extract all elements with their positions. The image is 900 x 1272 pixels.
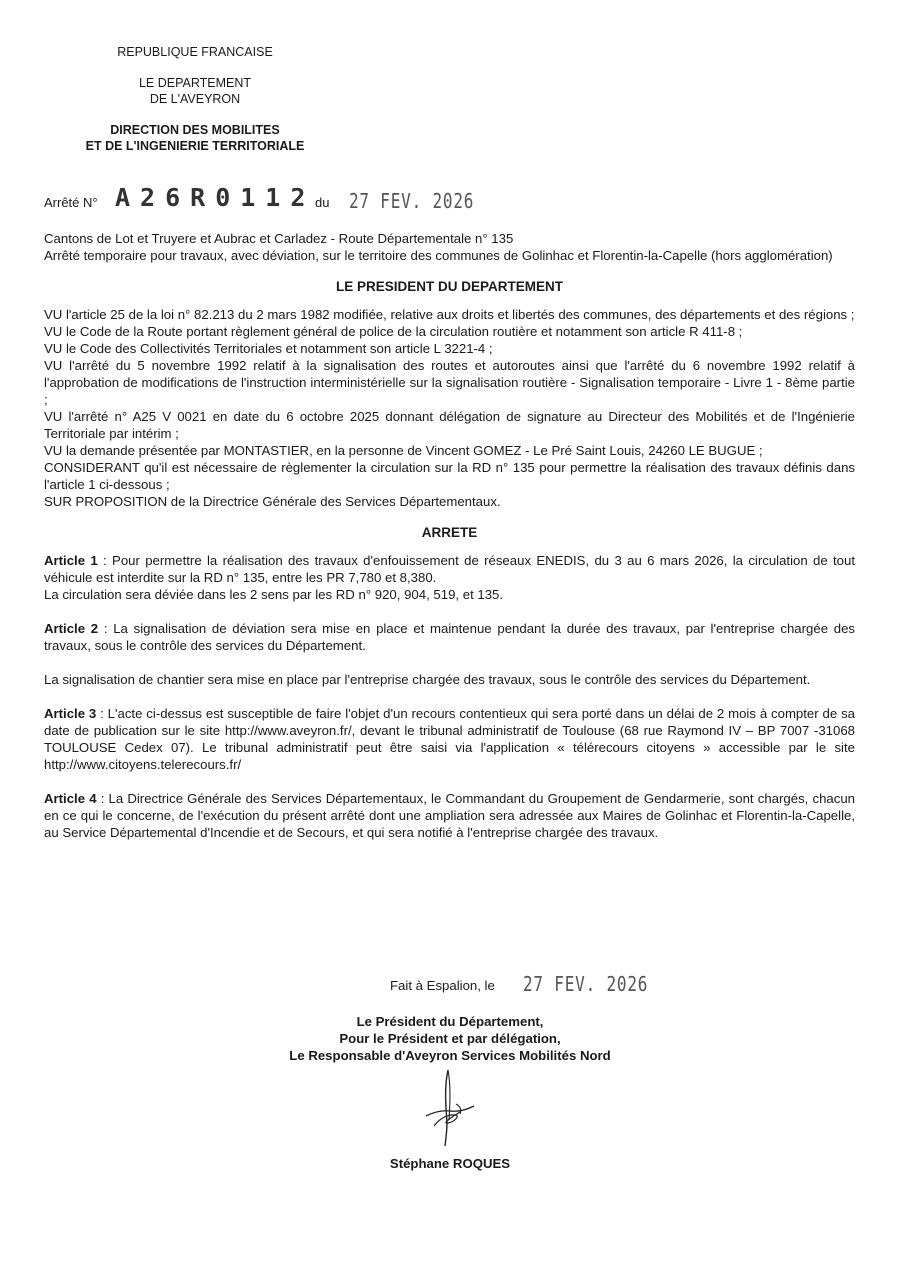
article-2-label: Article 2 <box>44 621 99 636</box>
signer-name: Stéphane ROQUES <box>389 1156 511 1171</box>
consideration-item: CONSIDERANT qu'il est nécessaire de règlementer la circulation sur la RD n° 135 pour permettre la réalisation des travaux définis dans l'article 1 ci-dessous ; <box>44 460 855 492</box>
article-4-text: : La Directrice Générale des Services Départementaux, le Commandant du Groupement de Gendarmerie, sont chargés, chacun en ce qui le concerne, de l'exécution du présent arrêté dont une ampliation sera adressée aux Maires de Golinhac et Florentin-la-Capelle, au Service Départemental d'Incendie et de Secours, et qui sera notifié à l'entreprise chargée des travaux. <box>44 791 856 840</box>
department-header <box>80 75 310 107</box>
article-1-detour: La circulation sera déviée dans les 2 sens par les RD n° 920, 904, 519, et 135. <box>44 587 504 602</box>
arrete-title: ARRETE <box>421 525 478 540</box>
article-4-label: Article 4 <box>44 791 97 806</box>
fait-a-line <box>390 972 690 998</box>
article-1-text: : Pour permettre la réalisation des travaux d'enfouissement de réseaux ENEDIS, du 3 au 6 mars 2026, la circulation de tout véhicule est interdite sur la RD n° 135, entre les PR 7,780 et 8,380. <box>44 553 856 585</box>
direction-line-2: ET DE L'INGENIERIE TERRITORIALE <box>85 139 305 153</box>
subject-line-2: Arrêté temporaire pour travaux, avec déviation, sur le territoire des communes de Golinhac et Florentin-la-Capelle (hors agglomération) <box>44 248 833 263</box>
subject-line-1: Cantons de Lot et Truyere et Aubrac et Carladez - Route Départementale n° 135 <box>44 231 514 246</box>
arrete-number-line <box>44 183 544 217</box>
consideration-item: VU le Code des Collectivités Territoriales et notamment son article L 3221-4 ; <box>44 341 493 356</box>
signature-date-stamp: 27 FEV. 2026 <box>523 972 649 996</box>
consideration-item: VU l'article 25 de la loi n° 82.213 du 2 mars 1982 modifiée, relative aux droits et libertés des communes, des départements et des régions ; <box>44 307 855 322</box>
consideration-item: VU l'arrêté du 5 novembre 1992 relatif à la signalisation des routes et autoroutes ainsi que l'arrêté du 6 novembre 1992 relatif à l'approbation de modifications de l'instruction interministérielle sur la signalisation routière - Signalisation temporaire - Livre 1 - 8ème partie ; <box>44 358 855 407</box>
article-4 <box>44 790 855 841</box>
handwritten-signature <box>420 1068 480 1148</box>
arrete-label: Arrêté N° <box>44 195 98 210</box>
signatory-block <box>240 1013 660 1064</box>
article-2-worksite: La signalisation de chantier sera mise en place par l'entreprise chargée des travaux, sous le contrôle des services du Département. <box>44 672 811 687</box>
article-1 <box>44 552 855 586</box>
article-3-text: : L'acte ci-dessus est susceptible de faire l'objet d'un recours contentieux qui sera porté dans un délai de 2 mois à compter de sa date de publication sur le site http://www.aveyron.fr/, devant le tribunal administratif de Toulouse (68 rue Raymond IV – BP 7007 -31068 TOULOUSE Cedex 07). Le tribunal administratif peut être saisi via l'application « télérecours citoyens » accessible par le site http://www.citoyens.telerecours.fr/ <box>44 706 855 772</box>
considerations-list <box>44 306 855 510</box>
arrete-du: du <box>315 195 330 210</box>
direction-line-1: DIRECTION DES MOBILITES <box>110 123 280 137</box>
document-body <box>44 230 855 841</box>
consideration-item: SUR PROPOSITION de la Directrice Générale des Services Départementaux. <box>44 494 501 509</box>
article-3 <box>44 705 855 773</box>
arrete-number: A26R0112 <box>115 183 316 212</box>
consideration-item: VU la demande présentée par MONTASTIER, en la personne de Vincent GOMEZ - Le Pré Saint Louis, 24260 LE BUGUE ; <box>44 443 763 458</box>
fait-a-text: Fait à Espalion, le <box>390 978 495 993</box>
department-line-2: DE L'AVEYRON <box>149 92 241 106</box>
signatory-line-2: Pour le Président et par délégation, <box>339 1031 561 1046</box>
direction-header <box>60 122 330 154</box>
article-2-text: : La signalisation de déviation sera mise en place et maintenue pendant la durée des travaux, par l'entreprise chargée des travaux, sous le contrôle des services du Département. <box>44 621 856 653</box>
signatory-line-3: Le Responsable d'Aveyron Services Mobilités Nord <box>289 1048 611 1063</box>
article-1-label: Article 1 <box>44 553 98 568</box>
signatory-line-1: Le Président du Département, <box>356 1014 544 1029</box>
president-title: LE PRESIDENT DU DEPARTEMENT <box>335 279 563 294</box>
article-2 <box>44 620 855 654</box>
arrete-date-stamp: 27 FEV. 2026 <box>349 189 475 213</box>
republic-header: REPUBLIQUE FRANCAISE <box>117 45 273 59</box>
consideration-item: VU l'arrêté n° A25 V 0021 en date du 6 octobre 2025 donnant délégation de signature au Directeur des Mobilités et de l'Ingénierie Territoriale par intérim ; <box>44 409 855 441</box>
consideration-item: VU le Code de la Route portant règlement général de police de la circulation routière et notamment son article R 411-8 ; <box>44 324 743 339</box>
department-line-1: LE DEPARTEMENT <box>138 76 252 90</box>
article-3-label: Article 3 <box>44 706 97 721</box>
